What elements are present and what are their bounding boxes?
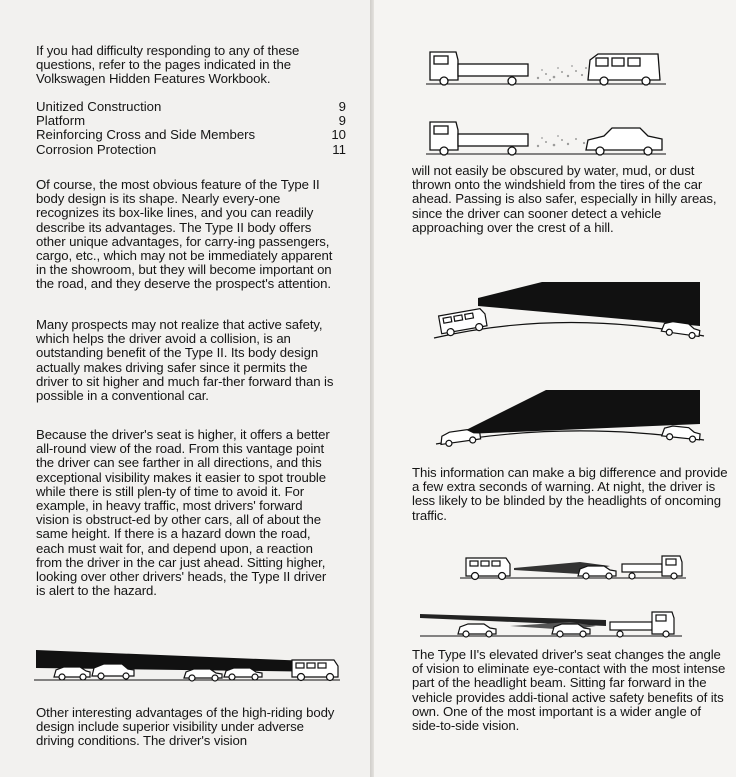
traffic-sightline-illustration — [34, 640, 340, 682]
body-paragraph-safety: Many prospects may not realize that active safety, which helps the driver avoid a collision, is an outstanding benefit of the Type II. Its body design actually makes driving safer since it permits the driver to sit higher and much far-ther forward than is possible in a conventional car. — [36, 317, 334, 404]
contents-item — [36, 143, 346, 157]
truck-icon — [430, 122, 528, 155]
body-paragraph-visibility: Because the driver's seat is higher, it offers a better all-round view of the road. From this vantage point the driver can see farther in all directions, and this exceptional visibility makes it easier to spot trouble while there is still plen-ty of time to avoid it. For example, in heavy traffic, most drivers' forward vision is obstruct-ed by other cars, all of about the same height. If there is a hazard down the road, each must wait for, and depend upon, a reaction from the driver in the car just ahead. Sitting higher, looking over other drivers' heads, the Type II driver is alert to the hazard. — [36, 427, 330, 599]
contents-list — [36, 100, 346, 157]
sightline-band — [466, 390, 700, 434]
truck-icon — [610, 612, 674, 637]
car-icon — [661, 425, 700, 443]
contents-item-label: Corrosion Protection — [36, 141, 157, 157]
body-paragraph-shape: Of course, the most obvious feature of the Type II body design is its shape. Nearly every-one recognizes its box-like lines, and you can readily describe its advantages. The Type II body offers other unique advantages, for carry-ing passengers, cargo, etc., which may not be immediately apparent in the showroom, but they will become important on the road, and they deserve the prospect's attention. — [36, 177, 333, 292]
truck-icon — [622, 556, 682, 579]
van-icon — [292, 660, 338, 681]
contents-item-label: Reinforcing Cross and Side Members — [36, 127, 256, 143]
headlight-glare-car-illustration — [460, 552, 686, 582]
body-paragraph-adverse: Other interesting advantages of the high-riding body design include superior visibility under adverse driving conditions. The driver's vision — [36, 705, 335, 749]
van-icon — [588, 54, 660, 85]
truck-dust-van-illustration — [426, 38, 666, 88]
contents-item-page: 10 — [331, 127, 346, 143]
car-icon — [54, 667, 90, 680]
dust-cloud — [537, 65, 587, 81]
car-icon — [458, 624, 496, 637]
contents-item — [36, 128, 346, 142]
sightline-band — [478, 282, 700, 326]
body-paragraph-elevated-seat: The Type II's elevated driver's seat changes the angle of vision to eliminate eye-contact with the most intense part of the headlight beam. Sitting far forward in the vehicle provides addi-tional active safety benefits of its own. One of the most important is a wider angle of side-to-side vision. — [412, 647, 726, 734]
car-icon — [578, 566, 616, 579]
right-page — [374, 0, 736, 777]
contents-item-page: 9 — [338, 99, 346, 114]
contents-item-page: 11 — [332, 141, 346, 157]
body-paragraph-obscured: will not easily be obscured by water, mud, or dust thrown onto the windshield from the tires of the car ahead. Passing is also safer, especially in hilly areas, since the driver can sooner detect a vehicle approaching over the crest of a hill. — [412, 163, 717, 235]
contents-item-page: 9 — [338, 113, 346, 129]
van-icon — [466, 558, 510, 580]
body-paragraph-warning: This information can make a big difference and provide a few extra seconds of warning. At night, the driver is less likely to be blinded by the headlights of oncoming traffic. — [412, 465, 728, 523]
intro-text: If you had difficulty responding to any of these questions, refer to the pages indicated in the Volkswagen Hidden Features Workbook. — [36, 43, 300, 87]
van-icon — [439, 308, 488, 337]
contents-item — [36, 100, 346, 114]
truck-spray-car-illustration — [426, 112, 666, 158]
hill-crest-van-illustration — [434, 278, 704, 342]
hill-crest-car-illustration — [436, 386, 704, 446]
car-icon — [586, 128, 662, 155]
contents-item-label: Unitized Construction — [36, 99, 162, 114]
contents-item — [36, 114, 346, 128]
contents-item-label: Platform — [36, 113, 86, 129]
headlight-elevated-view-illustration — [420, 606, 682, 640]
truck-icon — [430, 52, 528, 85]
spray-cloud — [537, 135, 585, 147]
car-icon — [184, 669, 222, 681]
